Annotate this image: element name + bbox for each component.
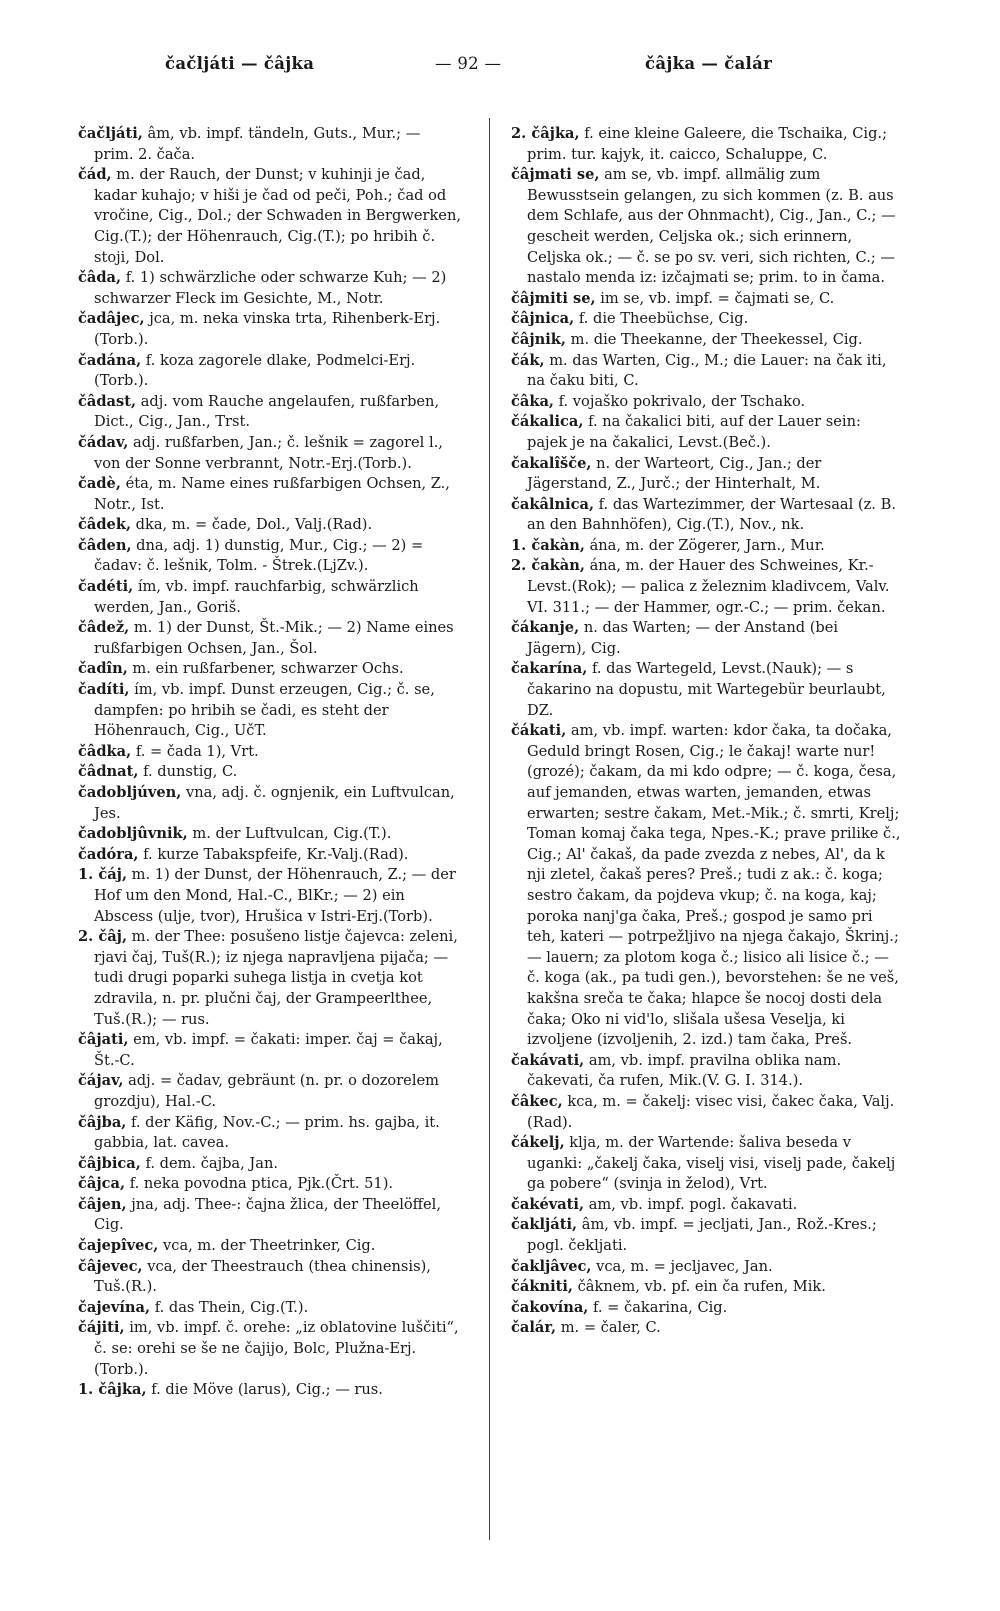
entry-definition: im, vb. impf. č. orehe: „iz oblatovine luščiti“, č. se: orehi se še ne čajijo, Bolc, Plužna-Erj.(Torb.). (94, 1319, 459, 1378)
entry-definition: adj. vom Rauche angelaufen, rußfarben, Dict., Cig., Jan., Trst. (94, 392, 440, 431)
dictionary-entry (511, 536, 901, 557)
entry-headword: čajevína, (78, 1298, 151, 1316)
dictionary-entry (78, 1174, 464, 1195)
entry-headword: čákelj, (511, 1134, 565, 1152)
entry-definition: m. der Thee: posušeno listje čajevca: zeleni, rjavi čaj, Tuš(R.); iz njega napravljena pijača; — tudi drugi poparki suhega listja in cvetja kot zdravila, n. pr. plučni čaj, der Grampeerlthee, Tuš.(R.); — rus. (94, 928, 458, 1028)
entry-headword: čakovína, (511, 1298, 589, 1316)
entry-definition: m. ein rußfarbener, schwarzer Ochs. (132, 660, 404, 678)
entry-definition: jca, m. neka vinska trta, Rihenberk-Erj.(Torb.). (94, 310, 441, 348)
entry-headword: čâdek, (78, 516, 132, 534)
dictionary-entry (78, 1298, 464, 1319)
dictionary-entry (511, 412, 901, 453)
entry-headword: čadîn, (78, 660, 128, 678)
dictionary-entry (511, 165, 901, 289)
entry-headword: čakljáti, (511, 1216, 578, 1234)
entry-headword: čâjmati se, (511, 166, 600, 184)
dictionary-entry (511, 1051, 901, 1092)
dictionary-entry (78, 268, 464, 309)
dictionary-entry (78, 618, 464, 659)
entry-headword: čákanje, (511, 619, 580, 637)
entry-headword: čâda, (78, 269, 122, 287)
dictionary-entry (78, 742, 464, 763)
entry-headword: čâjen, (78, 1195, 127, 1213)
dictionary-entry (78, 927, 464, 1030)
entry-headword: čadána, (78, 351, 142, 369)
dictionary-entry (78, 680, 464, 742)
entry-headword: čâjevec, (78, 1257, 143, 1275)
entry-definition: f. vojaško pokrivalo, der Tschako. (558, 392, 806, 410)
dictionary-entry (511, 289, 901, 310)
entry-definition: f. eine kleine Galeere, die Tschaika, Cig.; prim. tur. kajyk, it. caicco, Schaluppe, C. (527, 125, 887, 163)
entry-definition: f. neka povodna ptica, Pjk.(Črt. 51). (129, 1175, 394, 1193)
entry-headword: čâdast, (78, 392, 137, 410)
entry-headword: čâka, (511, 392, 554, 410)
dictionary-entry (511, 1133, 901, 1195)
dictionary-entry (78, 865, 464, 927)
dictionary-entry (78, 1071, 464, 1112)
entry-headword: čakarína, (511, 660, 588, 678)
entry-definition: adj. = čadav, gebräunt (n. pr. o dozorelem grozdju), Hal.-C. (94, 1072, 439, 1110)
entry-definition: vca, der Theestrauch (thea chinensis), Tuš.(R.). (94, 1257, 431, 1296)
entry-definition: f. = čakarina, Cig. (593, 1298, 728, 1316)
entry-headword: čâjmiti se, (511, 289, 596, 307)
entry-definition: m. die Theekanne, der Theekessel, Cig. (570, 330, 863, 348)
left-column (78, 124, 464, 1401)
entry-headword: čâjnica, (511, 310, 575, 328)
header-left-guideword: čačljáti — čâjka (165, 54, 315, 73)
entry-definition: am, vb. impf. warten: kdor čaka, ta dočaka, Geduld bringt Rosen, Cig.; le čakaj! warte nur! (grozé); čakam, da mi kdo odpre; — č. koga, česa, auf jemanden, etwas warten, jemanden, etwas erwarten; sestre čakam, Met.-Mik.; č. smrti, Krelj; Toman komaj čaka tega, Npes.-K.; prave prilike č., Cig.; Al' čakaš, da pade zvezda z nebes, Al', da k nji zletel, čakaš peres? Preš.; tudi z ak.: č. koga; sestro čakam, da pojdeva vkup; č. na koga, kaj; poroka nanj'ga čaka, Preš.; gospod je samo pri teh, kateri — potrpežljivo na njega čakajo, Škrinj.; — lauern; za plotom koga č.; lisico ali lisice č.; — č. koga (ak., pa tudi gen.), bevorstehen: še ne veš, kakšna sreča te čaka; hlapce še nocoj dosti dela čaka; Oko ni vid'lo, slišala ušesa Veselja, ki izvoljene (izvoljenih, 2. izd.) tam čaka, Preš. (527, 722, 901, 1049)
column-divider (489, 118, 490, 1540)
dictionary-entry (78, 1113, 464, 1154)
dictionary-entry (78, 577, 464, 618)
dictionary-entry (78, 124, 464, 165)
entry-headword: čád, (78, 166, 112, 184)
dictionary-entry (78, 536, 464, 577)
entry-definition: im se, vb. impf. = čajmati se, C. (600, 289, 835, 307)
entry-definition: f. das Wartezimmer, der Wartesaal (z. B. an den Bahnhöfen), Cig.(T.), Nov., nk. (527, 495, 896, 534)
entry-definition: am se, vb. impf. allmälig zum Bewusstsein gelangen, zu sich kommen (z. B. aus dem Schlafe, aus der Ohnmacht), Cig., Jan., C.; — gescheit werden, Celjska ok.; sich erinnern, Celjska ok.; — č. se po sv. veri, sich richten, C.; — nastalo menda iz: izčajmati se; prim. to in čama. (527, 166, 896, 287)
entry-definition: em, vb. impf. = čakati: imper. čaj = čakaj, Št.-C. (94, 1031, 443, 1069)
entry-definition: f. kurze Tabakspfeife, Kr.-Valj.(Rad). (143, 845, 409, 863)
entry-headword: 2. čâjka, (511, 125, 580, 142)
entry-headword: čadíti, (78, 681, 130, 699)
dictionary-entry (78, 845, 464, 866)
dictionary-entry (78, 762, 464, 783)
entry-definition: f. die Möve (larus), Cig.; — rus. (151, 1381, 383, 1399)
running-header (165, 54, 785, 80)
entry-definition: vna, adj. č. ognjenik, ein Luftvulcan, Jes. (94, 784, 455, 822)
dictionary-entry (511, 330, 901, 351)
dictionary-entry (78, 392, 464, 433)
entry-definition: klja, m. der Wartende: šaliva beseda v uganki: „čakelj čaka, viselj visi, viselj pade, čakelj ga pobere“ (svinja in želod), Vrt. (527, 1134, 896, 1193)
entry-definition: m. = čaler, C. (560, 1319, 661, 1337)
dictionary-entry (511, 1257, 901, 1278)
dictionary-entry (78, 1154, 464, 1175)
dictionary-entry (511, 124, 901, 165)
entry-definition: ána, m. der Hauer des Schweines, Kr.-Levst.(Rok); — palica z železnim kladivcem, Valv. VI. 311.; — der Hammer, ogr.-C.; — prim. čekan. (527, 557, 890, 616)
entry-headword: čakalîšče, (511, 454, 592, 472)
entry-headword: čâdka, (78, 742, 132, 760)
entry-definition: vca, m. = jecljavec, Jan. (596, 1257, 773, 1275)
dictionary-entry (511, 1092, 901, 1133)
entry-definition: f. koza zagorele dlake, Podmelci-Erj.(Torb.). (94, 351, 416, 390)
entry-definition: f. na čakalici biti, auf der Lauer sein: pajek je na čakalici, Levst.(Beč.). (527, 413, 861, 451)
entry-headword: čâkec, (511, 1092, 563, 1110)
entry-headword: 2. čakàn, (511, 557, 585, 575)
entry-definition: f. dem. čajba, Jan. (145, 1154, 278, 1172)
entry-headword: 1. čâjka, (78, 1381, 147, 1399)
entry-definition: vca, m. der Theetrinker, Cig. (163, 1237, 376, 1255)
entry-definition: f. dunstig, C. (143, 763, 238, 781)
entry-headword: čâden, (78, 536, 132, 554)
dictionary-entry (78, 1195, 464, 1236)
entry-definition: ána, m. der Zögerer, Jarn., Mur. (589, 536, 825, 554)
entry-headword: čakljâvec, (511, 1257, 592, 1275)
entry-headword: čakâlnica, (511, 495, 595, 513)
entry-definition: dna, adj. 1) dunstig, Mur., Cig.; — 2) = čadav: č. lešnik, Tolm. - Štrek.(LjZv.). (94, 536, 424, 575)
entry-headword: čákati, (511, 722, 567, 740)
dictionary-entry (78, 351, 464, 392)
dictionary-entry (78, 659, 464, 680)
dictionary-entry (78, 474, 464, 515)
entry-definition: âm, vb. impf. = jecljati, Jan., Rož.-Kres.; pogl. čekljati. (527, 1216, 877, 1255)
entry-headword: čádav, (78, 433, 129, 451)
entry-definition: f. das Wartegeld, Levst.(Nauk); — s čakarino na dopustu, mit Wartegebür beurlaubt, DZ. (527, 660, 886, 719)
dictionary-entry (511, 1195, 901, 1216)
dictionary-entry (511, 618, 901, 659)
entry-definition: n. der Warteort, Cig., Jan.; der Jägerstand, Z., Jurč.; der Hinterhalt, M. (527, 454, 822, 493)
dictionary-entry (78, 515, 464, 536)
dictionary-entry (511, 659, 901, 721)
entry-headword: 1. čakàn, (511, 536, 585, 554)
entry-headword: 2. čâj, (78, 928, 128, 946)
entry-headword: čadè, (78, 475, 121, 493)
entry-headword: čâdež, (78, 619, 130, 637)
entry-definition: am, vb. impf. pogl. čakavati. (588, 1195, 798, 1213)
dictionary-entry (511, 1215, 901, 1256)
dictionary-entry (78, 1380, 464, 1401)
entry-headword: čačljáti, (78, 125, 143, 142)
dictionary-entry (78, 1257, 464, 1298)
entry-headword: čájiti, (78, 1319, 125, 1337)
dictionary-entry (511, 1318, 901, 1339)
entry-headword: čâdnat, (78, 763, 139, 781)
dictionary-entry (78, 165, 464, 268)
entry-definition: n. das Warten; — der Anstand (bei Jägern), Cig. (527, 619, 839, 657)
entry-definition: âm, vb. impf. tändeln, Guts., Mur.; — prim. 2. čača. (94, 125, 421, 163)
entry-definition: f. 1) schwärzliche oder schwarze Kuh; — 2) schwarzer Fleck im Gesichte, M., Notr. (94, 269, 447, 307)
entry-definition: ím, vb. impf. rauchfarbig, schwärzlich werden, Jan., Goriš. (94, 578, 419, 616)
entry-definition: m. das Warten, Cig., M.; die Lauer: na čak iti, na čaku biti, C. (527, 351, 887, 390)
entry-headword: čalár, (511, 1319, 557, 1337)
dictionary-entry (511, 454, 901, 495)
dictionary-entry (511, 1277, 901, 1298)
entry-headword: čájav, (78, 1072, 124, 1090)
header-right-guideword: čâjka — čalár (645, 54, 773, 73)
dictionary-entry (511, 351, 901, 392)
dictionary-entry (78, 309, 464, 350)
dictionary-entry (511, 309, 901, 330)
entry-headword: čâjca, (78, 1175, 126, 1193)
dictionary-entry (511, 392, 901, 413)
entry-definition: f. = čada 1), Vrt. (135, 742, 259, 760)
entry-definition: f. die Theebüchse, Cig. (578, 310, 749, 328)
entry-definition: adj. rußfarben, Jan.; č. lešnik = zagorel l., von der Sonne verbrannt, Notr.-Erj.(Torb.). (94, 433, 443, 472)
right-column (511, 124, 901, 1339)
entry-definition: m. 1) der Dunst, der Höhenrauch, Z.; — der Hof um den Mond, Hal.-C., BlKr.; — 2) ein Abscess (ulje, tvor), Hrušica v Istri-Erj.(Torb). (94, 866, 456, 925)
entry-headword: čákalica, (511, 413, 584, 431)
entry-headword: čadóra, (78, 845, 139, 863)
entry-definition: f. das Thein, Cig.(T.). (154, 1298, 309, 1316)
entry-headword: 1. čáj, (78, 866, 128, 884)
entry-definition: m. 1) der Dunst, Št.-Mik.; — 2) Name eines rußfarbigen Ochsen, Jan., Šol. (94, 619, 454, 657)
entry-headword: čâjba, (78, 1113, 127, 1131)
entry-definition: čâknem, vb. pf. ein ča rufen, Mik. (577, 1278, 826, 1296)
entry-definition: kca, m. = čakelj: visec visi, čakec čaka, Valj.(Rad). (527, 1092, 895, 1131)
entry-definition: dka, m. = čade, Dol., Valj.(Rad). (135, 516, 373, 534)
entry-headword: čâjnik, (511, 330, 566, 348)
entry-definition: f. der Käfig, Nov.-C.; — prim. hs. gajba, it. gabbia, lat. cavea. (94, 1113, 440, 1152)
dictionary-entry (78, 783, 464, 824)
dictionary-entry (78, 824, 464, 845)
entry-headword: čakévati, (511, 1195, 585, 1213)
entry-headword: čadéti, (78, 578, 134, 596)
entry-headword: čadobljûvnik, (78, 825, 188, 843)
entry-definition: m. der Luftvulcan, Cig.(T.). (192, 825, 392, 843)
dictionary-entry (78, 1236, 464, 1257)
dictionary-entry (511, 556, 901, 618)
dictionary-entry (511, 1298, 901, 1319)
entry-headword: čákniti, (511, 1278, 573, 1296)
entry-definition: am, vb. impf. pravilna oblika nam. čakevati, ča rufen, Mik.(V. G. I. 314.). (527, 1051, 842, 1090)
entry-headword: čajepîvec, (78, 1237, 159, 1255)
dictionary-entry (78, 1318, 464, 1380)
entry-definition: ím, vb. impf. Dunst erzeugen, Cig.; č. se, dampfen: po hribih se čadi, es steht der Höhenrauch, Cig., UčT. (94, 681, 435, 740)
entry-headword: čâjbica, (78, 1154, 141, 1172)
entry-definition: m. der Rauch, der Dunst; v kuhinji je čad, kadar kuhajo; v hiši je čad od peči, Poh.; čad od vročine, Cig., Dol.; der Schwaden in Bergwerken, Cig.(T.); der Höhenrauch, Cig.(T.); po hribih č. stoji, Dol. (94, 166, 461, 266)
entry-definition: jna, adj. Thee-: čajna žlica, der Theelöffel, Cig. (94, 1195, 441, 1234)
entry-headword: čâjati, (78, 1031, 129, 1049)
entry-headword: čadâjec, (78, 310, 145, 328)
entry-headword: čadobljúven, (78, 784, 182, 801)
entry-definition: éta, m. Name eines rußfarbigen Ochsen, Z., Notr., Ist. (94, 475, 450, 513)
page-number: — 92 — (435, 54, 502, 73)
dictionary-entry (511, 495, 901, 536)
dictionary-entry (78, 433, 464, 474)
entry-headword: čakávati, (511, 1051, 585, 1069)
dictionary-entry (511, 721, 901, 1051)
entry-headword: čák, (511, 351, 545, 369)
dictionary-entry (78, 1030, 464, 1071)
